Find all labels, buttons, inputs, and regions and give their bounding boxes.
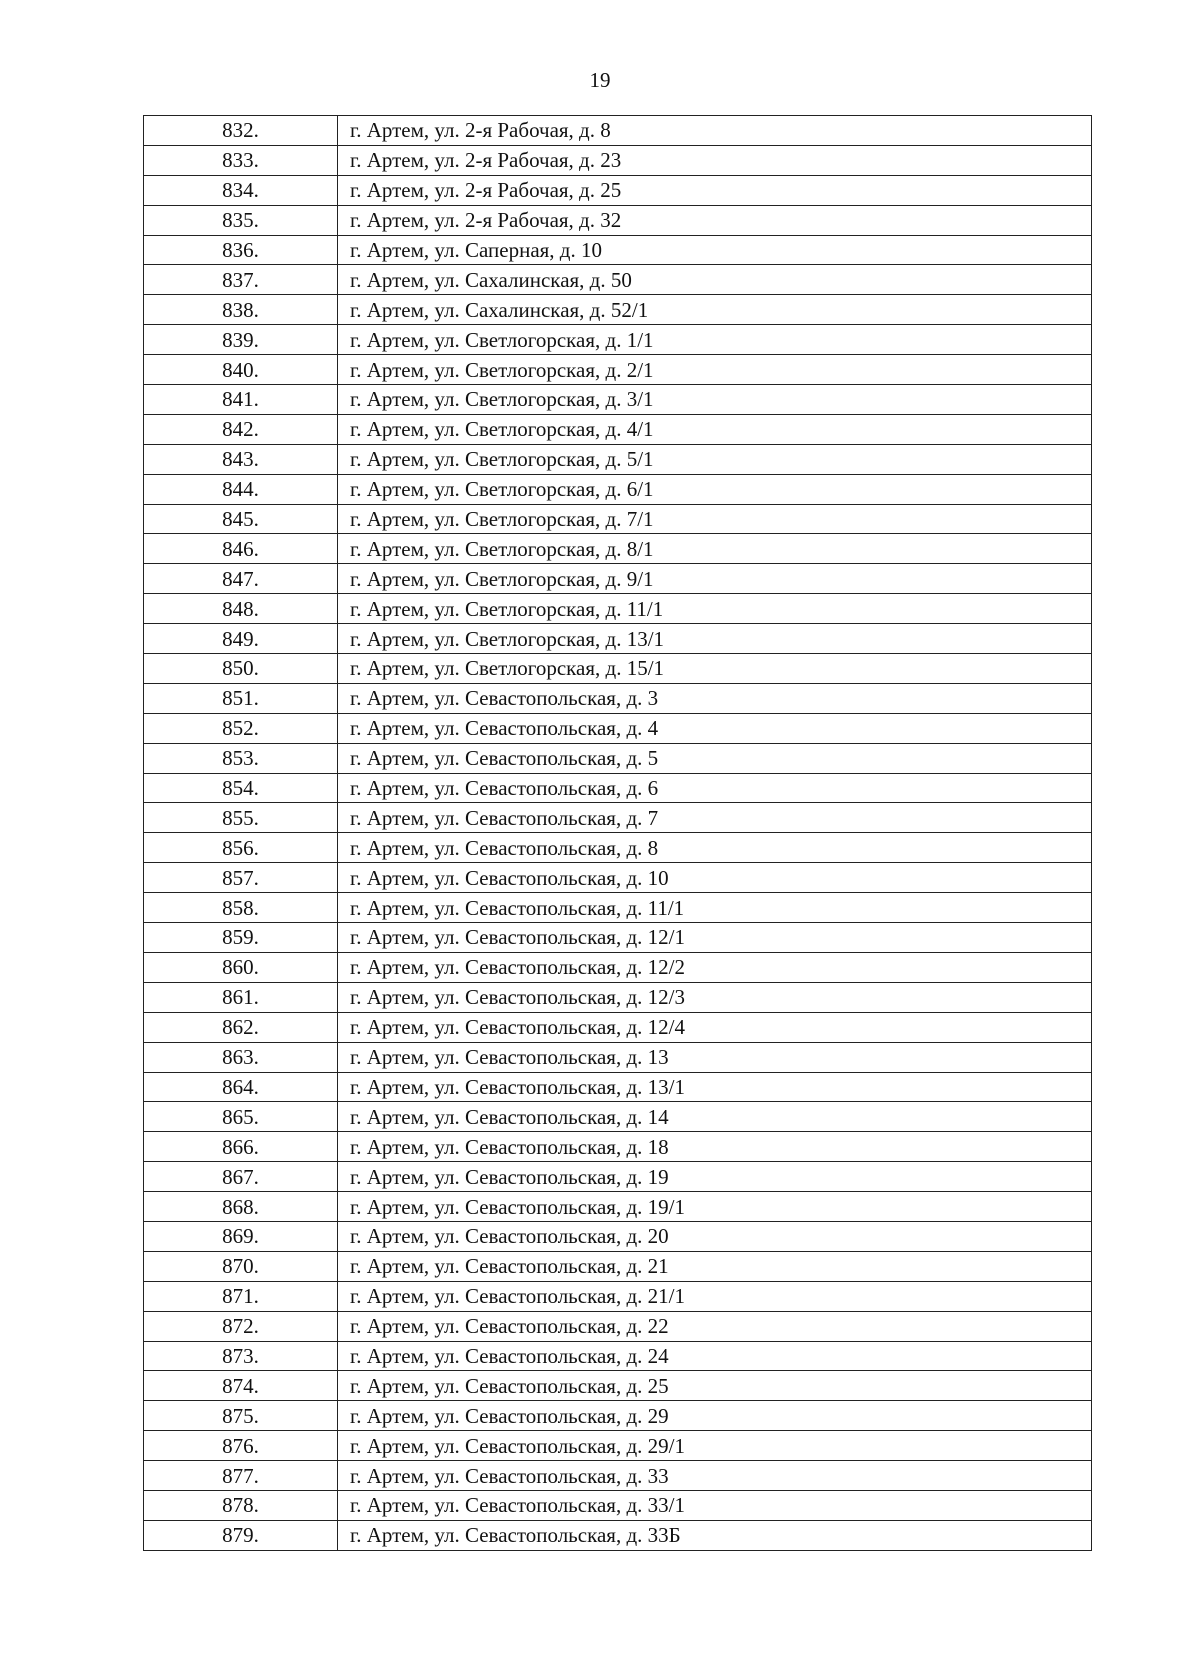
table-row xyxy=(144,564,1092,594)
table-row xyxy=(144,1192,1092,1222)
row-address: г. Артем, ул. 2-я Рабочая, д. 25 xyxy=(338,175,1092,205)
table-row xyxy=(144,474,1092,504)
row-number: 853. xyxy=(144,743,338,773)
row-number: 877. xyxy=(144,1461,338,1491)
row-address: г. Артем, ул. Севастопольская, д. 33/1 xyxy=(338,1490,1092,1520)
row-number: 857. xyxy=(144,863,338,893)
table-row xyxy=(144,952,1092,982)
table-row xyxy=(144,1401,1092,1431)
row-number: 835. xyxy=(144,205,338,235)
row-address: г. Артем, ул. Светлогорская, д. 4/1 xyxy=(338,414,1092,444)
row-number: 848. xyxy=(144,594,338,624)
table-row xyxy=(144,534,1092,564)
row-address: г. Артем, ул. Севастопольская, д. 7 xyxy=(338,803,1092,833)
table-row xyxy=(144,1311,1092,1341)
table-row xyxy=(144,803,1092,833)
table-row xyxy=(144,654,1092,684)
table-row xyxy=(144,325,1092,355)
row-address: г. Артем, ул. Сахалинская, д. 52/1 xyxy=(338,295,1092,325)
row-address: г. Артем, ул. Саперная, д. 10 xyxy=(338,235,1092,265)
row-number: 864. xyxy=(144,1072,338,1102)
table-row xyxy=(144,893,1092,923)
row-address: г. Артем, ул. Севастопольская, д. 14 xyxy=(338,1102,1092,1132)
row-address: г. Артем, ул. Севастопольская, д. 12/4 xyxy=(338,1012,1092,1042)
row-address: г. Артем, ул. Севастопольская, д. 19 xyxy=(338,1162,1092,1192)
row-number: 861. xyxy=(144,982,338,1012)
table-row xyxy=(144,1490,1092,1520)
row-address: г. Артем, ул. Севастопольская, д. 19/1 xyxy=(338,1192,1092,1222)
row-address: г. Артем, ул. Севастопольская, д. 21 xyxy=(338,1251,1092,1281)
row-address: г. Артем, ул. Севастопольская, д. 10 xyxy=(338,863,1092,893)
row-address: г. Артем, ул. Севастопольская, д. 18 xyxy=(338,1132,1092,1162)
row-number: 839. xyxy=(144,325,338,355)
table-row xyxy=(144,145,1092,175)
row-address: г. Артем, ул. Севастопольская, д. 5 xyxy=(338,743,1092,773)
table-row xyxy=(144,1221,1092,1251)
row-address: г. Артем, ул. Светлогорская, д. 3/1 xyxy=(338,385,1092,415)
row-number: 865. xyxy=(144,1102,338,1132)
row-address: г. Артем, ул. Светлогорская, д. 2/1 xyxy=(338,355,1092,385)
row-number: 836. xyxy=(144,235,338,265)
table-row xyxy=(144,1520,1092,1550)
row-number: 863. xyxy=(144,1042,338,1072)
table-row xyxy=(144,1431,1092,1461)
row-address: г. Артем, ул. Светлогорская, д. 9/1 xyxy=(338,564,1092,594)
row-address: г. Артем, ул. Севастопольская, д. 25 xyxy=(338,1371,1092,1401)
row-number: 867. xyxy=(144,1162,338,1192)
row-number: 871. xyxy=(144,1281,338,1311)
row-address: г. Артем, ул. Севастопольская, д. 11/1 xyxy=(338,893,1092,923)
row-address: г. Артем, ул. Светлогорская, д. 1/1 xyxy=(338,325,1092,355)
table-row xyxy=(144,923,1092,953)
row-address: г. Артем, ул. Севастопольская, д. 21/1 xyxy=(338,1281,1092,1311)
row-number: 841. xyxy=(144,385,338,415)
row-address: г. Артем, ул. Севастопольская, д. 22 xyxy=(338,1311,1092,1341)
row-address: г. Артем, ул. Светлогорская, д. 15/1 xyxy=(338,654,1092,684)
row-address: г. Артем, ул. Севастопольская, д. 4 xyxy=(338,713,1092,743)
row-address: г. Артем, ул. Светлогорская, д. 5/1 xyxy=(338,444,1092,474)
table-row xyxy=(144,743,1092,773)
row-number: 874. xyxy=(144,1371,338,1401)
row-number: 843. xyxy=(144,444,338,474)
table-row xyxy=(144,833,1092,863)
table-row xyxy=(144,624,1092,654)
table-row xyxy=(144,982,1092,1012)
row-address: г. Артем, ул. Севастопольская, д. 24 xyxy=(338,1341,1092,1371)
row-number: 858. xyxy=(144,893,338,923)
row-address: г. Артем, ул. Светлогорская, д. 7/1 xyxy=(338,504,1092,534)
table-row xyxy=(144,414,1092,444)
row-number: 842. xyxy=(144,414,338,444)
table-row xyxy=(144,116,1092,146)
row-number: 850. xyxy=(144,654,338,684)
table-row xyxy=(144,713,1092,743)
row-address: г. Артем, ул. Севастопольская, д. 29 xyxy=(338,1401,1092,1431)
row-address: г. Артем, ул. Сахалинская, д. 50 xyxy=(338,265,1092,295)
table-row xyxy=(144,1042,1092,1072)
table-row xyxy=(144,773,1092,803)
row-address: г. Артем, ул. Севастопольская, д. 6 xyxy=(338,773,1092,803)
table-row xyxy=(144,1371,1092,1401)
row-number: 873. xyxy=(144,1341,338,1371)
row-address: г. Артем, ул. Севастопольская, д. 12/2 xyxy=(338,952,1092,982)
address-table xyxy=(143,115,1092,1551)
row-address: г. Артем, ул. 2-я Рабочая, д. 8 xyxy=(338,116,1092,146)
table-row xyxy=(144,235,1092,265)
row-address: г. Артем, ул. Севастопольская, д. 3 xyxy=(338,683,1092,713)
table-row xyxy=(144,205,1092,235)
row-address: г. Артем, ул. Светлогорская, д. 6/1 xyxy=(338,474,1092,504)
row-number: 859. xyxy=(144,923,338,953)
table-row xyxy=(144,683,1092,713)
row-number: 875. xyxy=(144,1401,338,1431)
table-row xyxy=(144,504,1092,534)
row-address: г. Артем, ул. Севастопольская, д. 13 xyxy=(338,1042,1092,1072)
table-row xyxy=(144,1461,1092,1491)
row-number: 869. xyxy=(144,1221,338,1251)
table-row xyxy=(144,444,1092,474)
row-number: 833. xyxy=(144,145,338,175)
table-row xyxy=(144,1102,1092,1132)
row-number: 847. xyxy=(144,564,338,594)
table-row xyxy=(144,1012,1092,1042)
row-address: г. Артем, ул. Светлогорская, д. 13/1 xyxy=(338,624,1092,654)
row-number: 868. xyxy=(144,1192,338,1222)
row-number: 838. xyxy=(144,295,338,325)
row-address: г. Артем, ул. Севастопольская, д. 12/1 xyxy=(338,923,1092,953)
row-address: г. Артем, ул. Севастопольская, д. 8 xyxy=(338,833,1092,863)
table-row xyxy=(144,594,1092,624)
table-row xyxy=(144,1072,1092,1102)
row-address: г. Артем, ул. Севастопольская, д. 13/1 xyxy=(338,1072,1092,1102)
table-row xyxy=(144,1132,1092,1162)
row-number: 854. xyxy=(144,773,338,803)
table-row xyxy=(144,863,1092,893)
row-number: 844. xyxy=(144,474,338,504)
row-number: 837. xyxy=(144,265,338,295)
row-number: 845. xyxy=(144,504,338,534)
table-row xyxy=(144,1251,1092,1281)
table-row xyxy=(144,1162,1092,1192)
table-row xyxy=(144,175,1092,205)
row-number: 855. xyxy=(144,803,338,833)
row-number: 832. xyxy=(144,116,338,146)
address-table-body xyxy=(144,116,1092,1551)
row-address: г. Артем, ул. Севастопольская, д. 33Б xyxy=(338,1520,1092,1550)
row-number: 849. xyxy=(144,624,338,654)
row-address: г. Артем, ул. Светлогорская, д. 11/1 xyxy=(338,594,1092,624)
row-number: 834. xyxy=(144,175,338,205)
row-number: 878. xyxy=(144,1490,338,1520)
table-row xyxy=(144,1281,1092,1311)
row-address: г. Артем, ул. Севастопольская, д. 12/3 xyxy=(338,982,1092,1012)
row-number: 840. xyxy=(144,355,338,385)
row-number: 879. xyxy=(144,1520,338,1550)
table-row xyxy=(144,1341,1092,1371)
table-row xyxy=(144,385,1092,415)
page-number: 19 xyxy=(589,68,611,92)
row-number: 876. xyxy=(144,1431,338,1461)
table-row xyxy=(144,265,1092,295)
row-address: г. Артем, ул. 2-я Рабочая, д. 32 xyxy=(338,205,1092,235)
row-number: 860. xyxy=(144,952,338,982)
row-number: 846. xyxy=(144,534,338,564)
row-address: г. Артем, ул. Севастопольская, д. 20 xyxy=(338,1221,1092,1251)
row-number: 866. xyxy=(144,1132,338,1162)
row-number: 870. xyxy=(144,1251,338,1281)
row-address: г. Артем, ул. 2-я Рабочая, д. 23 xyxy=(338,145,1092,175)
table-row xyxy=(144,295,1092,325)
row-number: 872. xyxy=(144,1311,338,1341)
row-number: 856. xyxy=(144,833,338,863)
row-address: г. Артем, ул. Светлогорская, д. 8/1 xyxy=(338,534,1092,564)
row-number: 862. xyxy=(144,1012,338,1042)
row-address: г. Артем, ул. Севастопольская, д. 33 xyxy=(338,1461,1092,1491)
row-address: г. Артем, ул. Севастопольская, д. 29/1 xyxy=(338,1431,1092,1461)
table-row xyxy=(144,355,1092,385)
row-number: 851. xyxy=(144,683,338,713)
row-number: 852. xyxy=(144,713,338,743)
